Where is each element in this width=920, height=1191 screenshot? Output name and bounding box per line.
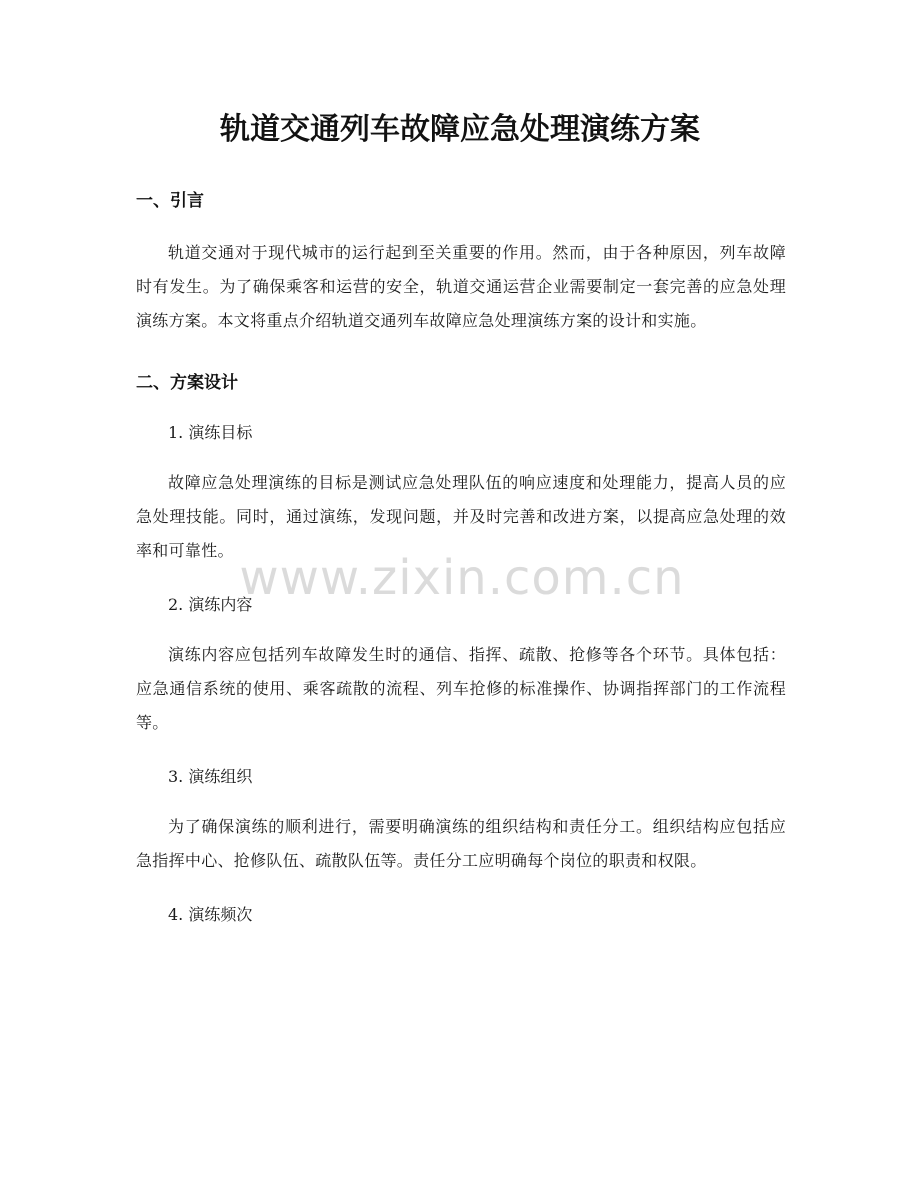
section-plan-design: [136, 368, 786, 930]
drill-goal-paragraph: 故障应急处理演练的目标是测试应急处理队伍的响应速度和处理能力，提高人员的应急处理技能。同时，通过演练，发现问题，并及时完善和改进方案，以提高应急处理的效率和可靠性。: [136, 473, 786, 560]
section-heading-plan-design: 二、方案设计: [136, 373, 238, 393]
subheading-drill-organization: 3. 演练组织: [168, 767, 253, 786]
introduction-paragraph: 轨道交通对于现代城市的运行起到至关重要的作用。然而，由于各种原因，列车故障时有发生。为了确保乘客和运营的安全，轨道交通运营企业需要制定一套完善的应急处理演练方案。本文将重点介绍轨道交通列车故障应急处理演练方案的设计和实施。: [136, 243, 786, 330]
subheading-drill-content: 2. 演练内容: [168, 595, 253, 614]
subheading-drill-goal: 1. 演练目标: [168, 423, 253, 442]
document-body: [136, 186, 786, 948]
watermark-text: www.zixin.com.cn: [239, 550, 685, 606]
section-introduction: [136, 186, 786, 338]
drill-organization-paragraph: 为了确保演练的顺利进行，需要明确演练的组织结构和责任分工。组织结构应包括应急指挥中心、抢修队伍、疏散队伍等。责任分工应明确每个岗位的职责和权限。: [136, 817, 786, 870]
document-title: 轨道交通列车故障应急处理演练方案: [220, 112, 700, 147]
subheading-drill-frequency: 4. 演练频次: [168, 905, 253, 924]
section-heading-introduction: 一、引言: [136, 191, 204, 211]
drill-content-paragraph: 演练内容应包括列车故障发生时的通信、指挥、疏散、抢修等各个环节。具体包括：应急通信系统的使用、乘客疏散的流程、列车抢修的标准操作、协调指挥部门的工作流程等。: [136, 645, 786, 732]
